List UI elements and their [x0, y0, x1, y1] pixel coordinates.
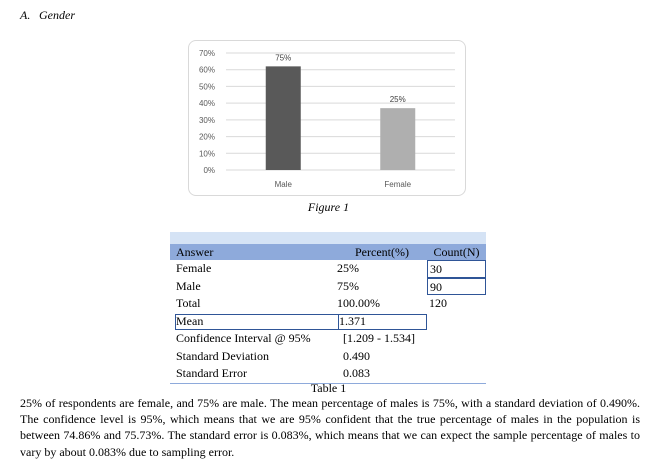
stats-row [170, 330, 486, 348]
stat-value: 0.083 [343, 366, 370, 380]
stat-value: [1.209 - 1.534] [343, 331, 415, 345]
row-answer: Total [176, 296, 201, 310]
row-count: 120 [429, 296, 447, 310]
stat-value: 0.490 [343, 348, 370, 363]
stat-label: Confidence Interval @ 95% [176, 331, 311, 345]
stat-label: Standard Error [176, 366, 247, 380]
gender-stats-table [170, 232, 486, 384]
table-caption: Table 1 [310, 381, 347, 395]
y-tick-label: 0% [203, 166, 215, 175]
row-answer: Female [176, 261, 212, 275]
table-row [170, 260, 486, 278]
table-header-row [170, 244, 486, 260]
y-tick-label: 50% [198, 82, 215, 92]
stats-row [170, 348, 486, 366]
y-tick-label: 10% [198, 149, 215, 159]
header-answer: Answer [176, 245, 214, 259]
y-tick-label: 40% [198, 99, 215, 109]
header-percent: Percent(%) [355, 245, 409, 259]
section-title: Gender [39, 8, 75, 22]
stats-row [170, 365, 486, 383]
table-row [170, 278, 486, 296]
stat-label: Standard Deviation [176, 348, 269, 363]
row-percent: 75% [337, 278, 359, 293]
data-label: 75% [275, 53, 292, 63]
bar-female [380, 108, 415, 170]
gender-bar-chart [188, 40, 466, 196]
stats-row-mean [170, 313, 486, 331]
results-paragraph: 25% of respondents are female, and 75% are male. The mean percentage of males is 75%, with a standard deviation of 0.490%. The confidence level is 95%, which means that we are 95% confident that the true percentage of males in the population is between 74.86% and 75.73%. The standard error is 0.083%, which means that we can expect the sample percentage of males to vary by about 0.083% due to sampling error. [20, 396, 640, 459]
section-number: A. [20, 8, 31, 22]
data-label: 25% [389, 95, 406, 105]
row-percent: 25% [337, 261, 359, 275]
row-percent: 100.00% [337, 296, 380, 310]
y-tick-label: 70% [198, 49, 215, 58]
table-top-band [170, 232, 486, 244]
row-count: 90 [427, 278, 486, 296]
x-tick-label: Female [384, 180, 412, 189]
y-tick-label: 30% [198, 115, 215, 125]
x-tick-label: Male [274, 180, 292, 189]
figure-caption: Figure 1 [307, 200, 350, 214]
header-count: Count(N) [433, 245, 480, 259]
stat-label: Mean [176, 313, 204, 328]
table-row [170, 295, 486, 313]
row-answer: Male [176, 278, 201, 293]
chart-canvas [189, 41, 467, 197]
row-count: 30 [427, 260, 486, 278]
y-tick-label: 20% [198, 132, 215, 142]
section-heading [20, 8, 75, 23]
y-tick-label: 60% [198, 65, 215, 75]
stat-value: 1.371 [339, 313, 366, 328]
bar-male [266, 66, 301, 170]
